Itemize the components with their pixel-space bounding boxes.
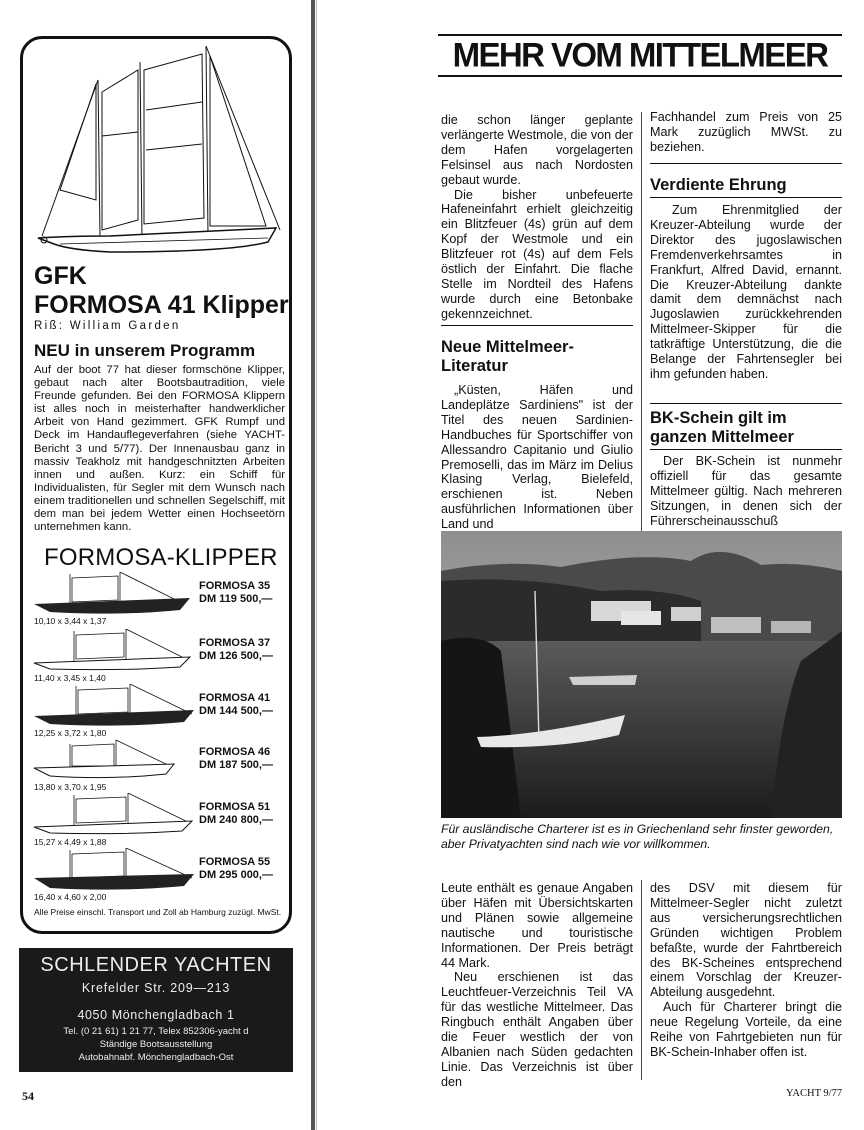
- price-footnote: Alle Preise einschl. Transport und Zoll ab Hamburg zuzügl. MwSt.: [34, 907, 282, 917]
- masthead-title: MEHR VOM MITTELMEER: [452, 35, 828, 74]
- ad-designer: Riß: William Garden: [34, 320, 181, 332]
- model-row: [26, 848, 288, 902]
- model-name: FORMOSA 35: [199, 580, 271, 592]
- model-price: DM 119 500,—: [199, 592, 273, 605]
- heading-rule: [650, 449, 842, 450]
- paragraph-fachhandel: Fachhandel zum Preis von 25 Mark zuzüglich MWSt. zu beziehen.: [650, 110, 842, 154]
- model-row: [26, 629, 288, 683]
- boat-sketch-icon: [30, 738, 196, 782]
- heading-rule: [441, 325, 633, 326]
- paragraph-mole: die schon länger geplante verlängerte Westmole, die von der dem Hafen vorgelagerten Felsinsel aus nach Nordosten gebaut wurde.: [441, 113, 633, 187]
- model-name: FORMOSA 51: [199, 801, 271, 813]
- article-column-left-top: [441, 113, 633, 322]
- article-column-right-bottom: [650, 881, 842, 1060]
- ad-subheading: NEU in unserem Programm: [34, 341, 256, 360]
- column-divider: [641, 880, 642, 1080]
- heading-bk-schein: BK-Schein gilt im ganzen Mittelmeer: [650, 409, 794, 446]
- page-fold: [311, 0, 315, 1130]
- page-fold-shadow: [316, 0, 317, 1130]
- paragraph-dsv: des DSV mit diesem für Mittelmeer-Segler nicht zuletzt aus versicherungsrechtlichen Gründen wichtigen Problem befaßte, wurde der Fahrtbereich des BK-Scheines entsprechend einem Vorschlag der Kreuzer-Abteilung ausgedehnt.: [650, 881, 842, 1000]
- boat-sketch-icon: [30, 629, 196, 673]
- boat-sketch-icon: [30, 684, 196, 728]
- photo-caption: Für ausländische Charterer ist es in Griechenland sehr finster geworden, aber Privatyachten sind nach wie vor willkommen.: [441, 822, 834, 851]
- model-row: [26, 738, 288, 792]
- model-price: DM 295 000,—: [199, 868, 273, 881]
- model-price: DM 126 500,—: [199, 649, 273, 662]
- heading-literatur: Neue Mittelmeer-Literatur: [441, 338, 574, 375]
- heading-rule: [650, 163, 842, 164]
- article-column-left-bottom: [441, 881, 633, 1090]
- page-footer-right: YACHT 9/77: [786, 1088, 843, 1099]
- model-row: [26, 684, 288, 738]
- dealer-exhibition: Ständige Bootsausstellung: [99, 1039, 213, 1050]
- model-dimensions: 13,80 x 3,70 x 1,95: [34, 782, 107, 792]
- dealer-city: 4050 Mönchengladbach 1: [77, 1008, 235, 1022]
- paragraph-feuer: Die bisher unbefeuerte Hafeneinfahrt erhielt gleichzeitig ein Blitzfeuer (4s) grün auf dem Kopf der Westmole und ein Blitzfeuer rot (4s) auf dem Fels östlich der Einfahrt. Die flache Stelle im Nordteil des Hafens wurde durch eine Betonbake gekennzeichnet.: [441, 187, 633, 321]
- model-name: FORMOSA 41: [199, 692, 271, 704]
- dealer-directions: Autobahnabf. Mönchengladbach-Ost: [78, 1052, 234, 1063]
- model-row: [26, 793, 288, 847]
- ad-title-gfk: GFK: [34, 262, 87, 290]
- boat-sketch-icon: [30, 572, 196, 616]
- harbour-photo: [441, 531, 842, 818]
- page-number-left: 54: [22, 1089, 34, 1103]
- masthead-rule-bottom: [438, 75, 842, 77]
- model-name: FORMOSA 55: [199, 856, 271, 868]
- model-name: FORMOSA 37: [199, 637, 271, 649]
- dealer-name: SCHLENDER YACHTEN: [40, 954, 272, 976]
- model-price: DM 240 800,—: [199, 813, 273, 826]
- paragraph-bk-schein: Der BK-Schein ist nunmehr offiziell für das gesamte Mittelmeer gültig. Nach mehreren Sitzungen, in denen sich der Führerscheinausschuß: [650, 454, 842, 528]
- ad-title-model: FORMOSA 41 Klipper: [34, 291, 289, 319]
- paragraph-ehrung: Zum Ehrenmitglied der Kreuzer-Abteilung wurde der Direktor des jugoslawischen Fremdenverkehrsamtes in Frankfurt, Alfred David, ernannt. Die Kreuzer-Abteilung dankte damit dem demnächst nach Jugoslawien zurückkehrenden Mittelmeer-Skipper für die tatkräftige Unterstützung, die die Belange der Fahrtensegler bei ihm gefunden haben.: [650, 203, 842, 381]
- klipper-sailplan-illustration: [30, 40, 290, 260]
- model-price: DM 144 500,—: [199, 704, 273, 717]
- model-dimensions: 12,25 x 3,72 x 1,80: [34, 728, 107, 738]
- range-title: FORMOSA-KLIPPER: [44, 544, 278, 571]
- boat-sketch-icon: [30, 793, 196, 837]
- column-divider: [641, 112, 642, 532]
- paragraph-leuchtfeuer: Neu erschienen ist das Leuchtfeuer-Verzeichnis Teil VA für das westliche Mittelmeer. Das Ringbuch enthält Angaben über die Feuer westlich der von Albanien nach Süden gedachten Linie. Das Verzeichnis ist über den: [441, 970, 633, 1089]
- heading-ehrung: Verdiente Ehrung: [650, 176, 787, 194]
- model-price: DM 187 500,—: [199, 758, 273, 771]
- dealer-phone: Tel. (0 21 61) 1 21 77, Telex 852306-yacht d: [63, 1026, 249, 1037]
- model-dimensions: 11,40 x 3,45 x 1,40: [34, 673, 106, 683]
- paragraph-leute: Leute enthält es genaue Angaben über Häfen mit Übersichtskarten und Plänen sowie allgemeine nautische und touristische Informationen. Der Preis beträgt 44 Mark.: [441, 881, 633, 970]
- ad-body-text: Auf der boot 77 hat dieser formschöne Klipper, gebaut nach alter Bootsbautradition, viele Freunde gefunden. Bei den FORMOSA Klippern ist alles noch in meisterhafter handwerklicher Arbeit von Hand gezimmert. GFK Rumpf und Deck im Handauflegeverfahren (siehe YACHT-Bericht 3 und 5/77). Der Innenausbau ganz in massiv Teakholz mit handgeschnitzten Arbeiten innen und außen. Kurz: ein Schiff für Individualisten, für Segler mit dem Wunsch nach einem traditionellen und schnellen Segelschiff, mit dem man bei jedem Wetter einen Hochseetörn unternehmen kann.: [34, 364, 285, 534]
- model-row: [26, 572, 288, 626]
- boat-sketch-icon: [30, 848, 196, 892]
- paragraph-charter: Auch für Charterer bringt die neue Regelung Vorteile, da eine Reihe von Fahrtgebieten nun für BK-Schein-Inhaber offen ist.: [650, 1000, 842, 1059]
- dealer-street: Krefelder Str. 209—213: [81, 981, 231, 995]
- dealer-box: [19, 948, 293, 1072]
- heading-rule: [650, 197, 842, 198]
- model-name: FORMOSA 46: [199, 746, 271, 758]
- paragraph-literatur: „Küsten, Häfen und Landeplätze Sardiniens" ist der Titel des neuen Sardinien-Handbuches für Sportschiffer von Allessandro Capitanio und Giulio Premoselli, das im März im Delius Klasing Verlag, Bielefeld, erschienen ist. Neben ausführlichen Informationen über Land und: [441, 383, 633, 532]
- model-dimensions: 15,27 x 4,49 x 1,88: [34, 837, 107, 847]
- heading-rule: [650, 403, 842, 404]
- model-dimensions: 10,10 x 3,44 x 1,37: [34, 616, 107, 626]
- model-dimensions: 16,40 x 4,60 x 2,00: [34, 892, 107, 902]
